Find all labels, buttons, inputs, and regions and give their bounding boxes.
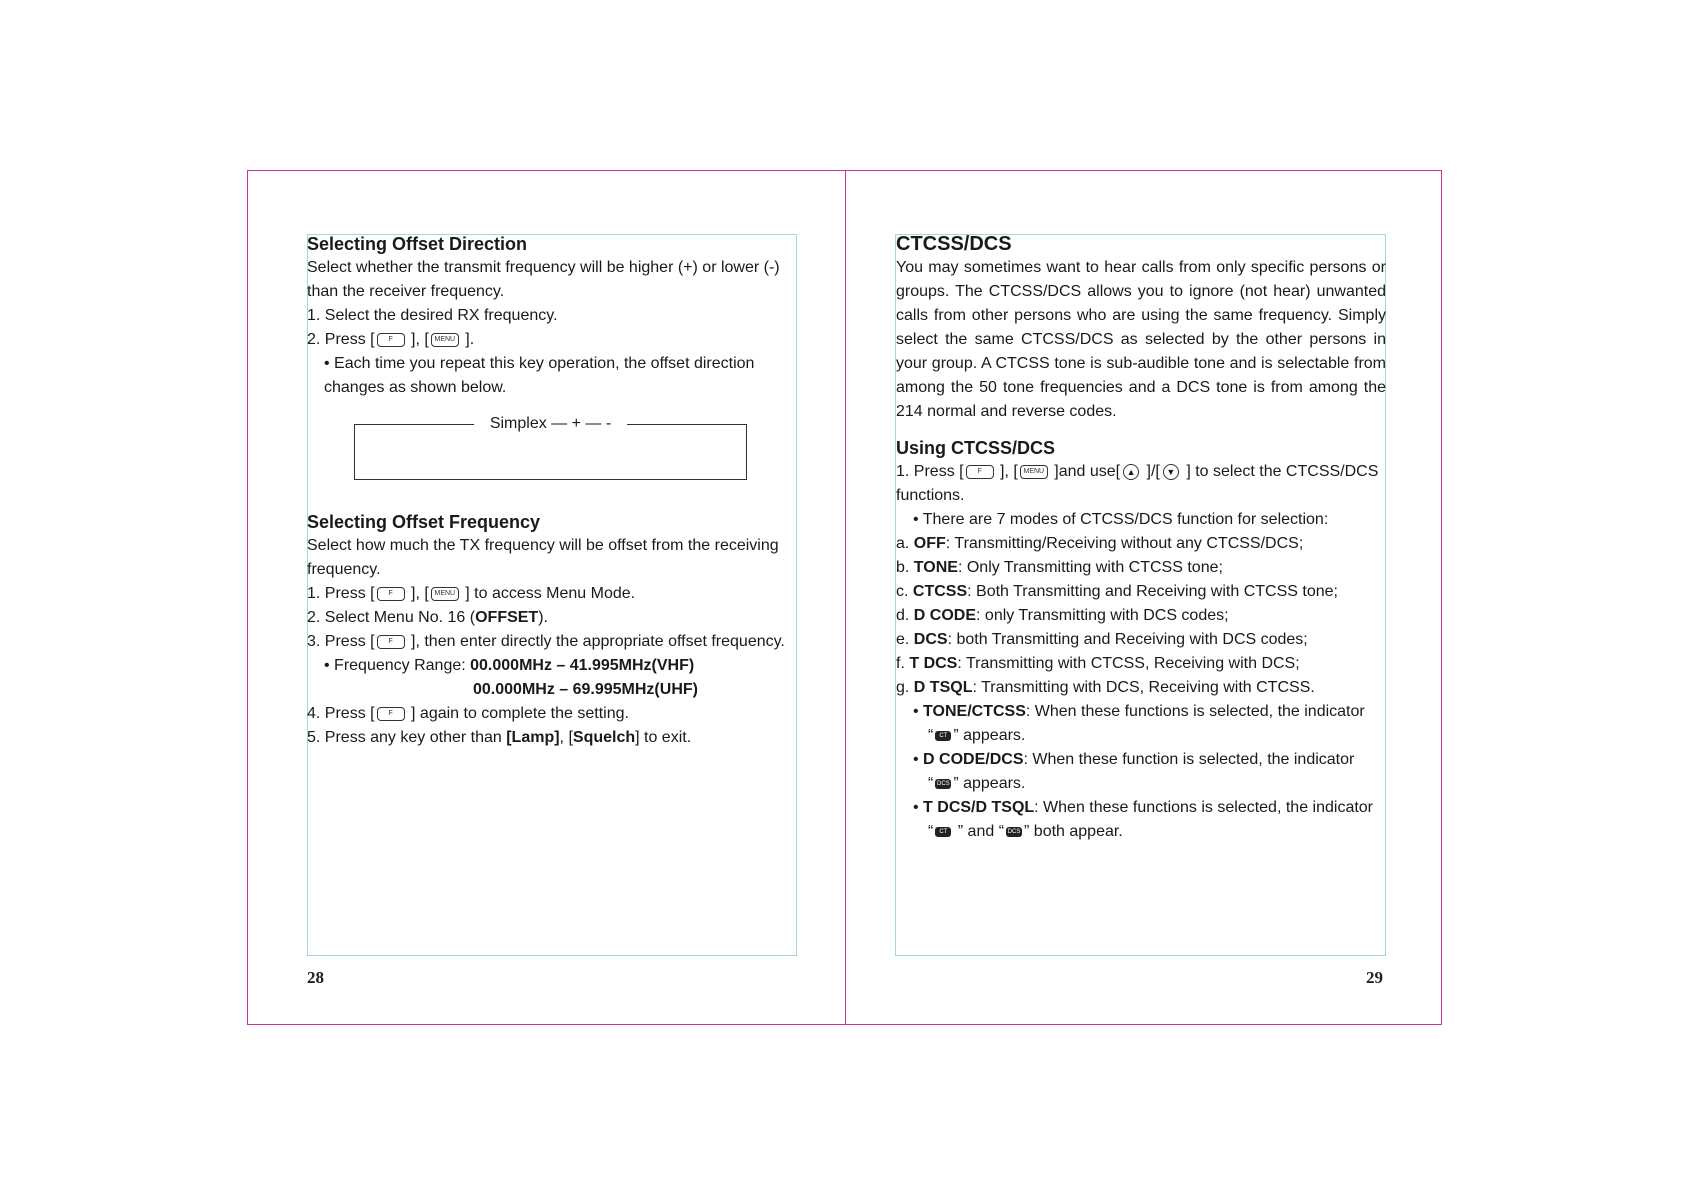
modes-intro: • There are 7 modes of CTCSS/DCS function for selection: [913,511,1329,528]
offset-direction-sequence: Simplex — + — - [474,415,627,432]
using-ctcss-step-1: 1. Press [ F ], [ MENU ]and use[ ▲ ]/[ ▼ ] to select the CTCSS/DCS functions. [896,463,1379,504]
indicator-note-tdcs-dtsql: • T DCS/D TSQL: When these functions is selected, the indicator [913,799,1374,816]
offset-frequency-step-4: 4. Press [ F ] again to complete the setting. [307,705,629,722]
menu-key-icon: MENU [431,587,459,601]
ctcss-dcs-intro: You may sometimes want to hear calls from only specific persons or groups. The CTCSS/DCS allows you to ignore (not hear) unwanted calls from other persons who are using the same frequency. Simply select the same CTCSS/DCS as selected by the other persons in your group. A CTCSS tone is sub-audible tone and is selectable from among the 50 tone frequencies and a DCS tone is from among the 214 normal and reverse codes. [896,259,1386,420]
section-heading-offset-frequency: Selecting Offset Frequency [307,512,541,532]
function-key-icon: F [377,333,405,347]
page-number-left: 28 [307,968,324,987]
menu-key-icon: MENU [1020,465,1048,479]
function-key-icon: F [966,465,994,479]
down-arrow-key-icon: ▼ [1163,464,1179,480]
offset-frequency-step-2: 2. Select Menu No. 16 (OFFSET). [307,609,548,626]
frequency-range-vhf: • Frequency Range: 00.000MHz – 41.995MHz(VHF) [324,657,695,674]
page-number-right: 29 [1366,968,1383,987]
ct-indicator-icon: CT [935,731,951,741]
indicator-note-dcode-dcs-cont: “ DCS ” appears. [928,775,1026,792]
function-key-icon: F [377,587,405,601]
indicator-note-tone-ctcss-cont: “ CT ” appears. [928,727,1026,744]
offset-frequency-step-1: 1. Press [ F ], [ MENU ] to access Menu Mode. [307,585,636,602]
offset-frequency-step-5: 5. Press any key other than [Lamp], [Squelch] to exit. [307,729,692,746]
mode-item: g. D TSQL: Transmitting with DCS, Receiving with CTCSS. [896,679,1315,696]
indicator-note-tdcs-dtsql-cont: “ CT ” and “ DCS ” both appear. [928,823,1123,840]
offset-direction-step-2: 2. Press [ F ], [ MENU ]. [307,331,475,348]
offset-direction-diagram [354,415,747,480]
dcs-indicator-icon: DCS [1007,828,1021,835]
ct-indicator-icon: CT [935,827,951,837]
mode-item: a. OFF: Transmitting/Receiving without any CTCSS/DCS; [896,535,1304,552]
mode-item: c. CTCSS: Both Transmitting and Receiving with CTCSS tone; [896,583,1338,600]
mode-item: b. TONE: Only Transmitting with CTCSS tone; [896,559,1223,576]
indicator-note-dcode-dcs: • D CODE/DCS: When these function is selected, the indicator [913,751,1355,768]
right-page-content [896,232,1386,844]
mode-item: d. D CODE: only Transmitting with DCS codes; [896,607,1229,624]
indicator-note-tone-ctcss: • TONE/CTCSS: When these functions is selected, the indicator [913,703,1365,720]
mode-item: f. T DCS: Transmitting with CTCSS, Receiving with DCS; [896,655,1300,672]
dcs-indicator-icon: DCS [936,780,950,787]
section-heading-using-ctcss-dcs: Using CTCSS/DCS [896,438,1056,458]
mode-item: e. DCS: both Transmitting and Receiving with DCS codes; [896,631,1308,648]
offset-key-icon: MENU [431,333,459,347]
offset-direction-intro: Select whether the transmit frequency will be higher (+) or lower (-) than the receiver frequency. [307,259,780,300]
section-heading-offset-direction: Selecting Offset Direction [307,234,528,254]
page-fold-line [845,170,846,1025]
up-arrow-key-icon: ▲ [1123,464,1139,480]
offset-frequency-intro: Select how much the TX frequency will be offset from the receiving frequency. [307,537,779,578]
function-key-icon: F [377,707,405,721]
frequency-range-uhf: 00.000MHz – 69.995MHz(UHF) [473,681,698,698]
offset-frequency-step-3: 3. Press [ F ], then enter directly the appropriate offset frequency. [307,633,785,650]
left-page-content [307,232,797,750]
offset-direction-bullet: • Each time you repeat this key operation, the offset direction changes as shown below. [324,355,755,396]
offset-direction-step-1: 1. Select the desired RX frequency. [307,307,558,324]
function-key-icon: F [377,635,405,649]
section-heading-ctcss-dcs: CTCSS/DCS [896,233,1012,255]
